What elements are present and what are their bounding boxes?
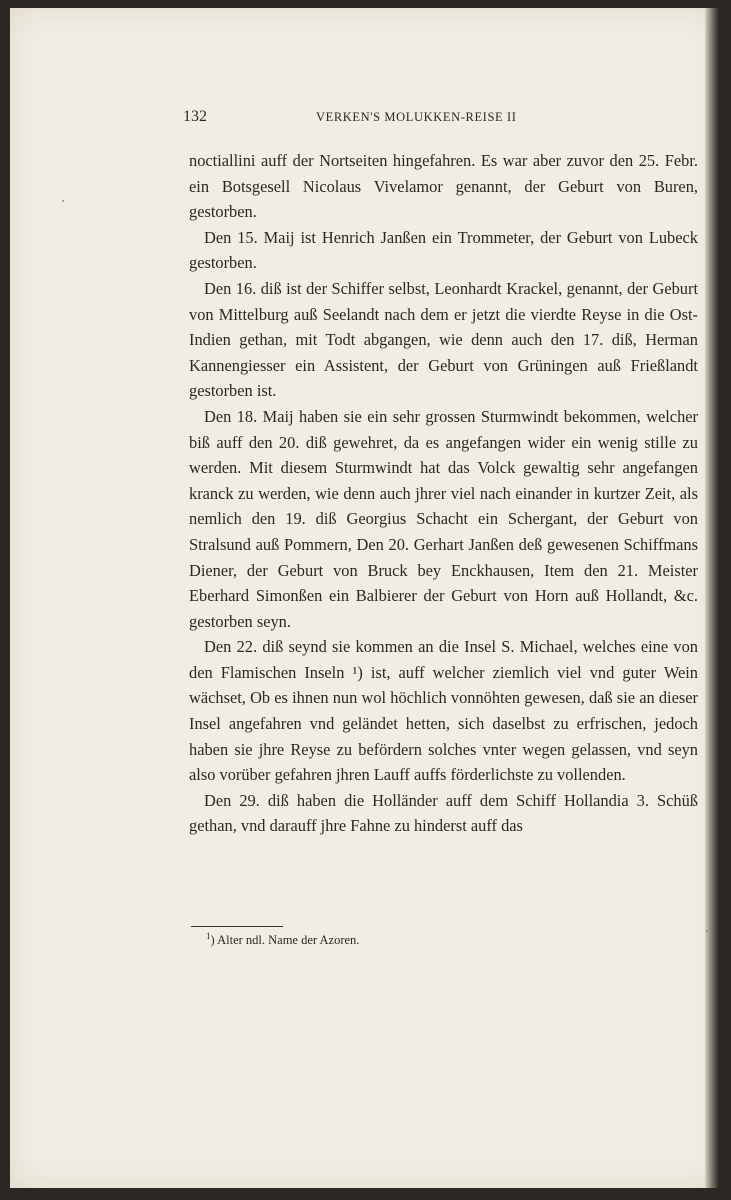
footnote-rule: [191, 926, 283, 927]
running-title: VERKEN'S MOLUKKEN-REISE II: [316, 110, 517, 124]
footnote-marker: 1: [206, 931, 211, 941]
paragraph: Den 18. Maij haben sie ein sehr grossen Sturmwindt bekommen, welcher biß auff den 20. diß gewehret, da es angefangen wider ein wenig stille zu werden. Mit diesem Sturmwindt hat das Volck gewaltig sehr angefangen kranck zu werden, wie denn auch jhrer viel nach einander in kurtzer Zeit, als nemlich den 19. diß Georgius Schacht ein Schergant, der Geburt von Stralsund auß Pommern, Den 20. Gerhart Janßen deß gewesenen Schiffmans Diener, der Geburt von Bruck bey Enckhausen, Item den 21. Meister Eberhard Simonßen ein Balbierer der Geburt von Horn auß Hollandt, &c. gestorben seyn.: [189, 406, 698, 631]
paper-speck: [706, 930, 708, 932]
paper-speck: [62, 200, 64, 202]
paragraph: Den 29. diß haben die Holländer auff dem Schiff Hollandia 3. Schüß gethan, vnd darauff jhre Fahne zu hinderst auff das: [189, 790, 698, 836]
paragraph: noctiallini auff der Nortseiten hingefahren. Es war aber zuvor den 25. Febr. ein Botsgesell Nicolaus Vivelamor genannt, der Geburt von Buren, gestorben.: [189, 151, 698, 222]
paragraph: Den 22. diß seynd sie kommen an die Insel S. Michael, welches eine von den Flamischen Inseln ¹) ist, auff welcher ziemlich viel vnd guter Wein wächset, Ob es ihnen nun wol höchlich vonnöhten gewesen, daß sie an dieser Insel angefahren vnd geländet hetten, sich daselbst zu erfrischen, jedoch haben sie jhre Reyse zu befördern solches vnter wegen gelassen, vnd seyn also vorüber gefahren jhren Lauff auffs förderlichste zu vollenden.: [189, 637, 698, 785]
body-text: [189, 148, 698, 839]
footnote: [206, 931, 359, 948]
paragraph: Den 16. diß ist der Schiffer selbst, Leonhardt Krackel, genannt, der Geburt von Mittelburg auß Seelandt nach dem er jetzt die vierdte Reyse in die Ost-Indien gethan, mit Todt abgangen, wie denn auch den 17. diß, Herman Kannengiesser ein Assistent, der Geburt von Grüningen auß Frießlandt gestorben ist.: [189, 278, 698, 401]
page-header: [183, 108, 698, 132]
page-number: 132: [183, 108, 207, 125]
book-spine-edge: [705, 8, 719, 1188]
paragraph: Den 15. Maij ist Henrich Janßen ein Trommeter, der Geburt von Lubeck gestorben.: [189, 227, 698, 273]
footnote-text: ) Alter ndl. Name der Azoren.: [210, 933, 360, 948]
